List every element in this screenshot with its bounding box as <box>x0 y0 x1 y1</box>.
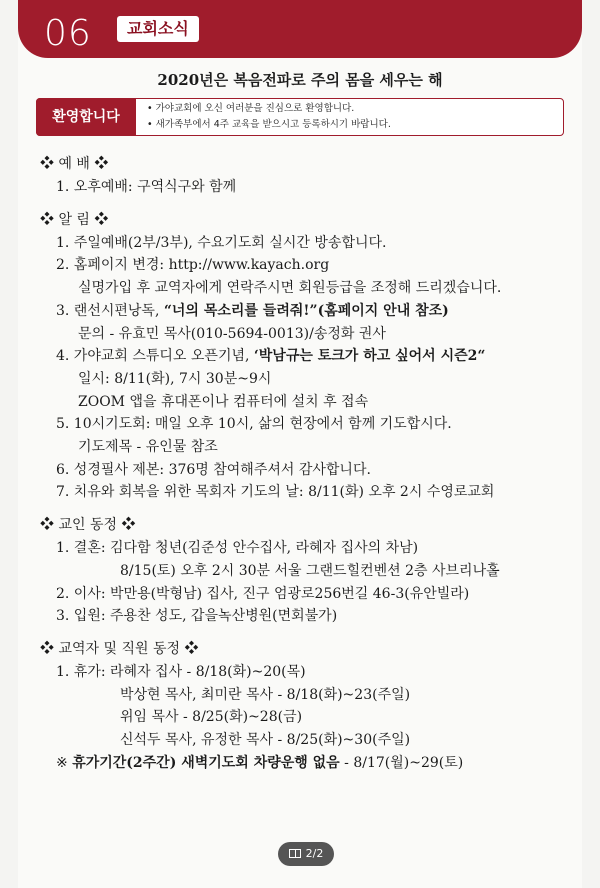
worship-heading: ❖ 예 배 ❖ <box>40 156 109 172</box>
notice-item: 6. 성경필사 제본: 376명 참여해주셔서 감사합니다. <box>56 461 371 478</box>
note-dates: - 8/17(월)~29(토) <box>339 754 464 771</box>
notice-item <box>40 300 570 323</box>
welcome-item: • 새가족부에서 4주 교육을 받으시고 등록하시기 바랍니다. <box>147 117 391 133</box>
welcome-tag: 환영합니다 <box>36 98 136 136</box>
note-mark: ※ <box>56 754 73 771</box>
notice-item-detail: ZOOM 앱을 휴대폰이나 컴퓨터에 설치 후 접속 <box>78 393 369 410</box>
staff-note <box>40 752 570 775</box>
notice-item-detail: 실명가입 후 교역자에게 연락주시면 회원등급을 조정해 드리겠습니다. <box>78 280 502 297</box>
members-heading: ❖ 교인 동정 ❖ <box>40 517 136 534</box>
staff-item-detail: 박상현 목사, 최미란 목사 - 8/18(화)~23(주일) <box>120 686 411 703</box>
notice-item: 2. 홈페이지 변경: http://www.kayach.org <box>56 257 330 274</box>
notice-item <box>40 345 570 368</box>
page-indicator[interactable] <box>278 842 334 866</box>
welcome-item: • 가야교회에 오신 여러분을 진심으로 환영합니다. <box>147 101 391 117</box>
section-label: 교회소식 <box>117 16 199 42</box>
welcome-box <box>36 98 564 136</box>
notice-item: 1. 주일예배(2부/3부), 수요기도회 실시간 방송합니다. <box>56 234 387 251</box>
staff-heading: ❖ 교역자 및 직원 동정 ❖ <box>40 640 199 657</box>
note-emphasis: 휴가기간(2주간) 새벽기도회 차량운행 없음 <box>72 754 340 771</box>
notice-item-detail: 문의 - 유효민 목사(010-5694-0013)/송정화 권사 <box>78 325 386 342</box>
members-item-detail: 8/15(토) 오후 2시 30분 서울 그랜드힐컨벤션 2층 사브리나홀 <box>120 562 500 579</box>
staff-item-detail: 위임 목사 - 8/25(화)~28(금) <box>120 709 303 726</box>
page-indicator-label: 2/2 <box>305 847 324 860</box>
book-icon <box>289 849 301 858</box>
notice-emphasis: “너의 목소리를 들려줘!”(홈페이지 안내 참조) <box>163 302 449 319</box>
section-number: 06 <box>44 13 92 54</box>
welcome-list <box>147 101 391 133</box>
notice-heading: ❖ 알 림 ❖ <box>40 211 109 228</box>
staff-item-detail: 신석두 목사, 유정한 목사 - 8/25(화)~30(주일) <box>120 732 411 749</box>
notice-item: 5. 10시기도회: 매일 오후 10시, 삶의 현장에서 함께 기도합시다. <box>56 416 452 433</box>
staff-item: 1. 휴가: 라혜자 집사 - 8/18(화)~20(목) <box>56 663 306 680</box>
notice-text: 3. 랜선시편낭독, <box>56 302 164 319</box>
notice-item-detail: 일시: 8/11(화), 7시 30분~9시 <box>78 370 272 387</box>
motto: 2020년은 복음전파로 주의 몸을 세우는 해 <box>157 71 443 89</box>
notice-item-detail: 기도제목 - 유인물 참조 <box>78 439 218 456</box>
worship-item: 1. 오후예배: 구역식구와 함께 <box>56 179 237 195</box>
members-item: 1. 결혼: 김다함 청년(김준성 안수집사, 라혜자 집사의 차남) <box>56 540 419 557</box>
news-content <box>40 152 570 774</box>
members-item: 2. 이사: 박만용(박형남) 집사, 진구 엄광로256번길 46-3(유안빌라) <box>56 585 470 602</box>
notice-text: 4. 가야교회 스튜디오 오픈기념, <box>56 348 254 365</box>
notice-emphasis: ‘박남규는 토크가 하고 싶어서 시즌2“ <box>253 348 486 365</box>
header-band <box>18 0 582 58</box>
members-item: 3. 입원: 주용찬 성도, 갑을녹산병원(면회불가) <box>56 608 338 625</box>
notice-item: 7. 치유와 회복을 위한 목회자 기도의 날: 8/11(화) 오후 2시 수영로교회 <box>56 484 495 501</box>
